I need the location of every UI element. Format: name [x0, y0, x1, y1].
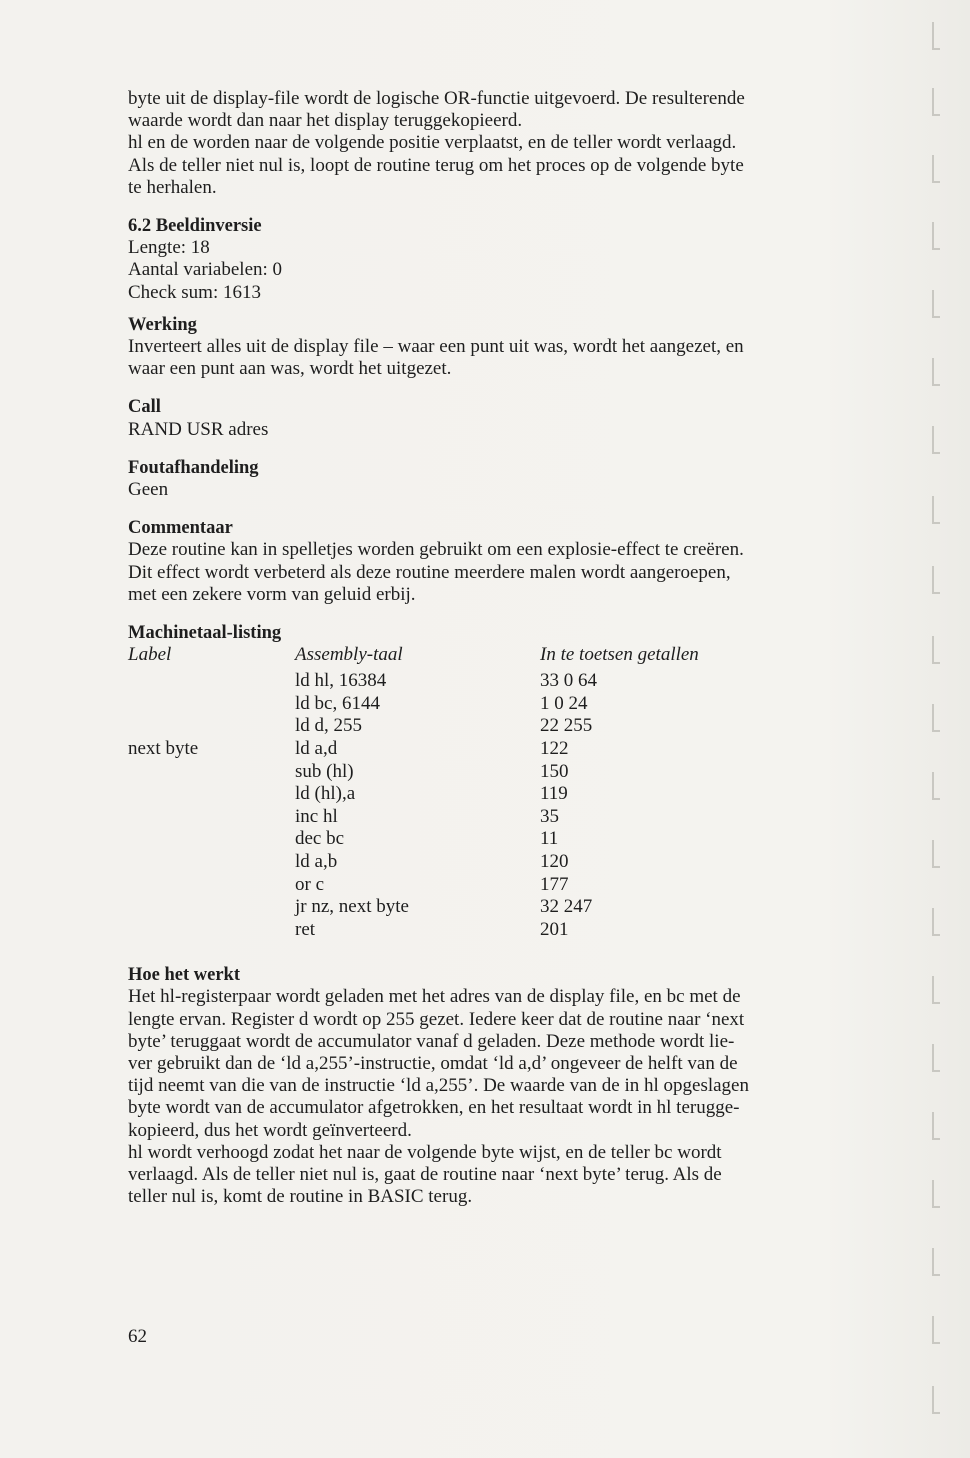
listing-row [128, 851, 833, 874]
hoe-line: verlaagd. Als de teller niet nul is, gaat de routine naar ‘next byte’ terug. Als de [128, 1164, 722, 1186]
hoe-het-werkt-text [128, 986, 833, 1208]
listing-row [128, 919, 833, 942]
intro-line: byte uit de display-file wordt de logische OR-functie uitgevoerd. De resulterende [128, 88, 745, 109]
listing-row [128, 806, 833, 829]
row-assembly: ld a,d [295, 738, 338, 760]
binding-mark [932, 1316, 934, 1344]
hoe-line: tijd neemt van die van de instructie ‘ld a,255’. De waarde van de in hl opgeslagen [128, 1075, 749, 1097]
werking-text [128, 336, 833, 380]
listing-row [128, 828, 833, 851]
binding-mark [932, 1112, 934, 1140]
listing-row [128, 783, 833, 806]
binding-mark [932, 496, 934, 524]
row-assembly: inc hl [295, 805, 338, 827]
page-number: 62 [128, 1326, 147, 1347]
binding-mark [932, 426, 934, 454]
intro-paragraph [128, 88, 833, 199]
call-text: RAND USR adres [128, 418, 269, 440]
listing-row [128, 715, 833, 738]
binding-mark [932, 1386, 934, 1414]
row-codes: 1 0 24 [540, 692, 588, 714]
row-codes: 201 [540, 918, 569, 940]
binding-mark [932, 976, 934, 1004]
row-assembly: ret [295, 918, 316, 940]
row-codes: 122 [540, 738, 569, 760]
machine-code-listing [128, 644, 833, 964]
intro-line: hl en de worden naar de volgende positie verplaatst, en de teller wordt verlaagd. [128, 132, 737, 154]
binding-mark [932, 358, 934, 386]
intro-line: Als de teller niet nul is, loopt de routine terug om het proces op de volgende byte [128, 154, 744, 176]
commentaar-text [128, 539, 833, 606]
hoe-line: ver gebruikt dan de ‘ld a,255’-instructie, omdat ‘ld a,d’ ongeveer de helft van de [128, 1053, 738, 1075]
hoe-line: byte wordt van de accumulator afgetrokken, en het resultaat wordt in hl terugge- [128, 1097, 740, 1119]
row-codes: 35 [540, 805, 559, 827]
column-header-codes: In te toetsen getallen [540, 644, 699, 666]
hoe-het-werkt-heading: Hoe het werkt [128, 965, 240, 986]
commentaar-heading: Commentaar [128, 518, 233, 539]
foutafhandeling-text: Geen [128, 479, 169, 501]
row-assembly: ld (hl),a [295, 783, 356, 805]
listing-row [128, 693, 833, 716]
werking-line: waar een punt aan was, wordt het uitgezet. [128, 358, 452, 380]
binding-mark [932, 1248, 934, 1276]
hoe-line: hl wordt verhoogd zodat het naar de volgende byte wijst, en de teller bc wordt [128, 1141, 722, 1163]
row-assembly: ld d, 255 [295, 715, 363, 737]
row-codes: 32 247 [540, 896, 593, 918]
werking-heading: Werking [128, 314, 197, 335]
call-heading: Call [128, 397, 161, 418]
commentaar-line: met een zekere vorm van geluid erbij. [128, 583, 416, 605]
hoe-line: lengte ervan. Register d wordt op 255 gezet. Iedere keer dat de routine naar ‘next [128, 1008, 745, 1030]
variables-spec: Aantal variabelen: 0 [128, 259, 283, 281]
row-label: next byte [128, 738, 199, 760]
row-assembly: sub (hl) [295, 760, 354, 782]
binding-mark [932, 88, 934, 116]
intro-line: te herhalen. [128, 176, 217, 198]
row-assembly: jr nz, next byte [295, 896, 409, 918]
commentaar-line: Deze routine kan in spelletjes worden gebruikt om een explosie-effect te creëren. [128, 539, 744, 561]
commentaar-line: Dit effect wordt verbeterd als deze routine meerdere malen wordt aangeroepen, [128, 561, 731, 583]
binding-mark [932, 636, 934, 664]
page-text-column [128, 88, 833, 1209]
length-spec: Lengte: 18 [128, 237, 210, 259]
column-header-assembly: Assembly-taal [295, 644, 403, 666]
listing-row [128, 738, 833, 761]
binding-edge-marks [926, 0, 946, 1458]
hoe-line: byte’ teruggaat wordt de accumulator vanaf d geladen. Deze methode wordt lie- [128, 1030, 735, 1052]
foutafhandeling-heading: Foutafhandeling [128, 457, 259, 478]
row-assembly: ld a,b [295, 851, 338, 873]
listing-row [128, 874, 833, 897]
binding-mark [932, 704, 934, 732]
hoe-line: Het hl-registerpaar wordt geladen met het adres van de display file, en bc met de [128, 986, 741, 1008]
listing-row [128, 670, 833, 693]
listing-rows [128, 670, 833, 941]
column-header-label: Label [128, 644, 172, 666]
row-assembly: ld bc, 6144 [295, 692, 380, 714]
row-codes: 150 [540, 760, 569, 782]
row-assembly: or c [295, 873, 325, 895]
row-assembly: dec bc [295, 828, 345, 850]
section-title: 6.2 Beeldinversie [128, 216, 262, 237]
listing-row [128, 896, 833, 919]
werking-line: Inverteert alles uit de display file – waar een punt uit was, wordt het aangezet, en [128, 336, 744, 358]
binding-mark [932, 1044, 934, 1072]
row-codes: 11 [540, 828, 559, 850]
listing-heading: Machinetaal-listing [128, 623, 282, 644]
binding-mark [932, 290, 934, 318]
hoe-line: kopieerd, dus het wordt geïnverteerd. [128, 1119, 412, 1141]
row-codes: 33 0 64 [540, 670, 597, 692]
row-codes: 119 [540, 783, 568, 805]
binding-mark [932, 155, 934, 183]
binding-mark [932, 566, 934, 594]
binding-mark [932, 772, 934, 800]
row-codes: 22 255 [540, 715, 593, 737]
binding-mark [932, 222, 934, 250]
listing-row [128, 761, 833, 784]
binding-mark [932, 22, 934, 50]
checksum-spec: Check sum: 1613 [128, 281, 261, 303]
binding-mark [932, 840, 934, 868]
binding-mark [932, 908, 934, 936]
row-assembly: ld hl, 16384 [295, 670, 387, 692]
intro-line: waarde wordt dan naar het display teruggekopieerd. [128, 110, 523, 132]
row-codes: 120 [540, 851, 569, 873]
hoe-line: teller nul is, komt de routine in BASIC terug. [128, 1186, 473, 1208]
row-codes: 177 [540, 873, 569, 895]
binding-mark [932, 1180, 934, 1208]
